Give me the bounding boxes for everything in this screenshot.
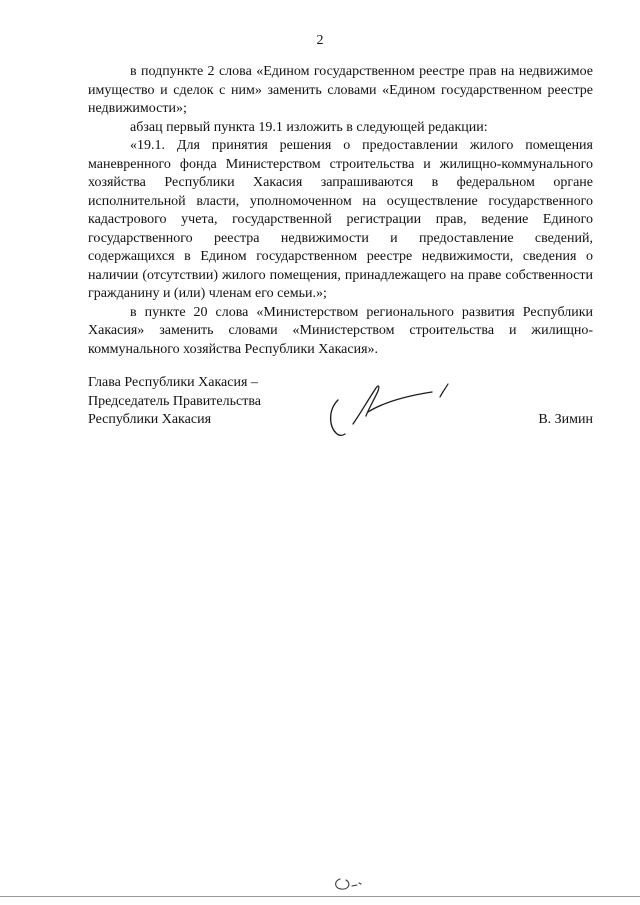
signature-stroke-tail bbox=[440, 384, 448, 397]
page-number: 2 bbox=[316, 33, 324, 48]
signature-stroke-main bbox=[353, 386, 432, 424]
signature-stroke-curve bbox=[331, 400, 345, 435]
document-body bbox=[88, 63, 593, 359]
paragraph-1: в подпункте 2 слова «Едином государственном реестре прав на недвижимое имущество и сделок с ним» заменить словами «Едином государственном реестре недвижимости»; bbox=[88, 64, 593, 116]
paragraph-2: абзац первый пункта 19.1 изложить в следующей редакции: bbox=[130, 119, 488, 135]
signatory-title bbox=[88, 374, 261, 430]
bottom-scribble-mark bbox=[330, 872, 370, 892]
paragraph-3: «19.1. Для принятия решения о предоставлении жилого помещения маневренного фонда Министерством строительства и жилищно-коммунального хозяйства Республики Хакасия запрашиваются в федеральном органе исполнительной власти, уполномоченном на осуществление государственного кадастрового учета, государственной регистрации прав, ведение Единого государственного реестра недвижимости и предоставление сведений, содержащихся в Едином государственном реестре недвижимости, сведения о наличии (отсутствии) жилого помещения, принадлежащего на праве собственности гражданину и (или) членам его семьи.»; bbox=[88, 138, 593, 301]
signatory-title-line-1: Глава Республики Хакасия – bbox=[88, 375, 258, 390]
handwritten-signature bbox=[324, 376, 464, 442]
signatory-title-line-2: Председатель Правительства bbox=[88, 393, 261, 409]
signer-name: В. Зимин bbox=[538, 412, 593, 427]
signature-block bbox=[88, 374, 593, 444]
signatory-title-line-3: Республики Хакасия bbox=[88, 412, 212, 427]
scan-edge-line bbox=[0, 896, 640, 897]
paragraph-4: в пункте 20 слова «Министерством регионального развития Республики Хакасия» заменить словами «Министерством строительства и жилищно-коммунального хозяйства Республики Хакасия». bbox=[88, 304, 593, 357]
